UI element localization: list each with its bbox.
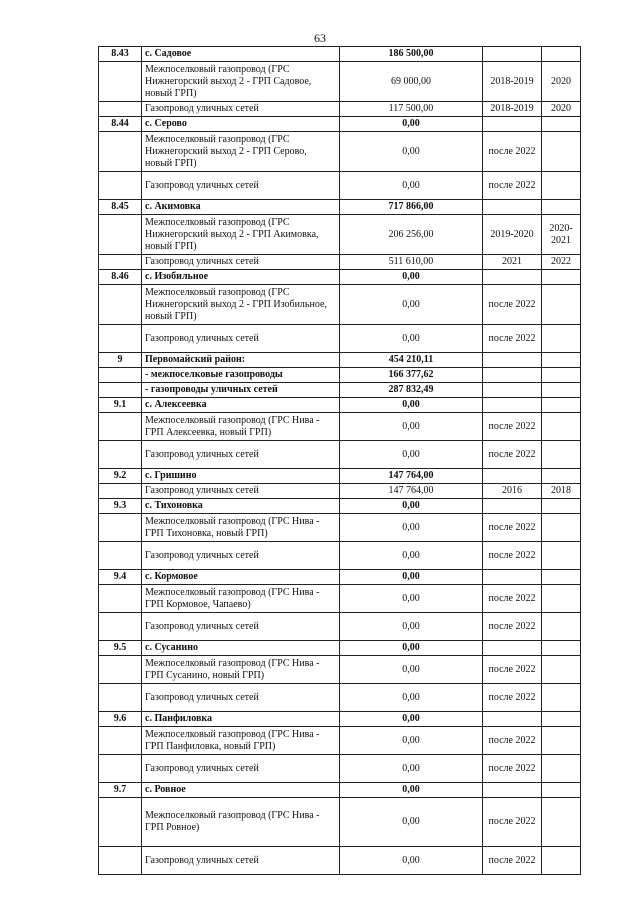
row-name: с. Гришино bbox=[142, 469, 340, 484]
table-row bbox=[99, 102, 581, 117]
row-amount: 69 000,00 bbox=[340, 62, 483, 102]
row-number bbox=[99, 368, 142, 383]
row-name: с. Изобильное bbox=[142, 270, 340, 285]
row-name: с. Кормовое bbox=[142, 570, 340, 585]
row-number: 8.43 bbox=[99, 47, 142, 62]
row-end-year bbox=[542, 47, 581, 62]
row-end-year: 2020 bbox=[542, 62, 581, 102]
table-row bbox=[99, 783, 581, 798]
row-start-year: после 2022 bbox=[483, 684, 542, 712]
row-amount: 186 500,00 bbox=[340, 47, 483, 62]
row-start-year bbox=[483, 712, 542, 727]
row-name: Газопровод уличных сетей bbox=[142, 484, 340, 499]
row-number bbox=[99, 383, 142, 398]
row-start-year: после 2022 bbox=[483, 847, 542, 875]
row-number bbox=[99, 102, 142, 117]
row-name: с. Сусанино bbox=[142, 641, 340, 656]
row-start-year: после 2022 bbox=[483, 514, 542, 542]
row-amount: 0,00 bbox=[340, 684, 483, 712]
row-name: - межпоселковые газопроводы bbox=[142, 368, 340, 383]
row-end-year bbox=[542, 398, 581, 413]
row-name: Межпоселковый газопровод (ГРС Нижнегорский выход 2 - ГРП Серово, новый ГРП) bbox=[142, 132, 340, 172]
row-number: 9.4 bbox=[99, 570, 142, 585]
row-amount: 147 764,00 bbox=[340, 469, 483, 484]
table-row bbox=[99, 542, 581, 570]
row-number bbox=[99, 285, 142, 325]
row-number bbox=[99, 514, 142, 542]
row-number: 8.46 bbox=[99, 270, 142, 285]
row-number bbox=[99, 727, 142, 755]
row-amount: 166 377,62 bbox=[340, 368, 483, 383]
table-row bbox=[99, 172, 581, 200]
row-start-year: после 2022 bbox=[483, 325, 542, 353]
table-row bbox=[99, 368, 581, 383]
row-start-year: после 2022 bbox=[483, 727, 542, 755]
row-start-year bbox=[483, 398, 542, 413]
row-number bbox=[99, 413, 142, 441]
row-end-year bbox=[542, 755, 581, 783]
row-end-year bbox=[542, 441, 581, 469]
row-end-year bbox=[542, 200, 581, 215]
table-row bbox=[99, 285, 581, 325]
row-end-year bbox=[542, 117, 581, 132]
row-amount: 0,00 bbox=[340, 727, 483, 755]
table-row bbox=[99, 383, 581, 398]
row-name: Газопровод уличных сетей bbox=[142, 255, 340, 270]
row-end-year bbox=[542, 353, 581, 368]
row-end-year bbox=[542, 285, 581, 325]
row-amount: 0,00 bbox=[340, 783, 483, 798]
row-number bbox=[99, 62, 142, 102]
table-row bbox=[99, 656, 581, 684]
table-row bbox=[99, 132, 581, 172]
row-amount: 0,00 bbox=[340, 499, 483, 514]
row-start-year: после 2022 bbox=[483, 798, 542, 847]
row-name: Межпоселковый газопровод (ГРС Нива - ГРП Панфиловка, новый ГРП) bbox=[142, 727, 340, 755]
row-end-year bbox=[542, 514, 581, 542]
row-start-year: 2016 bbox=[483, 484, 542, 499]
row-number bbox=[99, 441, 142, 469]
row-name: Газопровод уличных сетей bbox=[142, 613, 340, 641]
row-end-year bbox=[542, 656, 581, 684]
row-amount: 147 764,00 bbox=[340, 484, 483, 499]
row-start-year: после 2022 bbox=[483, 613, 542, 641]
row-start-year bbox=[483, 200, 542, 215]
row-end-year bbox=[542, 712, 581, 727]
row-start-year bbox=[483, 570, 542, 585]
row-number bbox=[99, 798, 142, 847]
row-number bbox=[99, 215, 142, 255]
row-end-year: 2020 bbox=[542, 102, 581, 117]
table-row bbox=[99, 847, 581, 875]
row-start-year: после 2022 bbox=[483, 755, 542, 783]
row-number bbox=[99, 613, 142, 641]
row-amount: 206 256,00 bbox=[340, 215, 483, 255]
row-number bbox=[99, 132, 142, 172]
row-start-year bbox=[483, 469, 542, 484]
row-number: 9.6 bbox=[99, 712, 142, 727]
table-row bbox=[99, 755, 581, 783]
row-number: 9.1 bbox=[99, 398, 142, 413]
page-number: 63 bbox=[314, 31, 326, 45]
table-body bbox=[99, 47, 581, 875]
row-amount: 511 610,00 bbox=[340, 255, 483, 270]
row-amount: 0,00 bbox=[340, 847, 483, 875]
table-row bbox=[99, 413, 581, 441]
row-end-year bbox=[542, 585, 581, 613]
row-amount: 0,00 bbox=[340, 641, 483, 656]
table-row bbox=[99, 117, 581, 132]
row-name: с. Тихоновка bbox=[142, 499, 340, 514]
table-row bbox=[99, 499, 581, 514]
table-row bbox=[99, 514, 581, 542]
table-row bbox=[99, 62, 581, 102]
row-start-year: 2018-2019 bbox=[483, 102, 542, 117]
row-amount: 0,00 bbox=[340, 585, 483, 613]
row-end-year bbox=[542, 325, 581, 353]
row-name: с. Акимовка bbox=[142, 200, 340, 215]
row-number: 9.3 bbox=[99, 499, 142, 514]
row-start-year: после 2022 bbox=[483, 172, 542, 200]
row-end-year: 2018 bbox=[542, 484, 581, 499]
row-name: с. Ровное bbox=[142, 783, 340, 798]
row-number bbox=[99, 484, 142, 499]
row-name: Межпоселковый газопровод (ГРС Нижнегорский выход 2 - ГРП Садовое, новый ГРП) bbox=[142, 62, 340, 102]
row-end-year bbox=[542, 570, 581, 585]
row-amount: 0,00 bbox=[340, 613, 483, 641]
row-name: Первомайский район: bbox=[142, 353, 340, 368]
row-start-year bbox=[483, 383, 542, 398]
row-end-year: 2020-2021 bbox=[542, 215, 581, 255]
table-row bbox=[99, 441, 581, 469]
row-end-year bbox=[542, 542, 581, 570]
row-start-year: после 2022 bbox=[483, 656, 542, 684]
row-start-year: после 2022 bbox=[483, 542, 542, 570]
table-row bbox=[99, 325, 581, 353]
row-name: Межпоселковый газопровод (ГРС Нива - ГРП Сусанино, новый ГРП) bbox=[142, 656, 340, 684]
row-start-year bbox=[483, 47, 542, 62]
row-start-year bbox=[483, 270, 542, 285]
table-row bbox=[99, 712, 581, 727]
row-amount: 454 210,11 bbox=[340, 353, 483, 368]
row-end-year bbox=[542, 847, 581, 875]
table-row bbox=[99, 641, 581, 656]
row-number bbox=[99, 755, 142, 783]
row-name: Межпоселковый газопровод (ГРС Нива - ГРП Алексеевка, новый ГРП) bbox=[142, 413, 340, 441]
row-name: с. Панфиловка bbox=[142, 712, 340, 727]
row-name: Межпоселковый газопровод (ГРС Нижнегорский выход 2 - ГРП Изобильное, новый ГРП) bbox=[142, 285, 340, 325]
row-number: 8.45 bbox=[99, 200, 142, 215]
row-name: - газопроводы уличных сетей bbox=[142, 383, 340, 398]
row-amount: 0,00 bbox=[340, 172, 483, 200]
table-row bbox=[99, 798, 581, 847]
row-name: Газопровод уличных сетей bbox=[142, 325, 340, 353]
row-start-year bbox=[483, 117, 542, 132]
row-start-year bbox=[483, 353, 542, 368]
row-end-year bbox=[542, 798, 581, 847]
table-row bbox=[99, 200, 581, 215]
row-amount: 0,00 bbox=[340, 132, 483, 172]
row-amount: 717 866,00 bbox=[340, 200, 483, 215]
table-row bbox=[99, 255, 581, 270]
row-amount: 0,00 bbox=[340, 270, 483, 285]
table-row bbox=[99, 469, 581, 484]
row-start-year bbox=[483, 641, 542, 656]
row-amount: 0,00 bbox=[340, 656, 483, 684]
row-number bbox=[99, 325, 142, 353]
row-name: Межпоселковый газопровод (ГРС Нива - ГРП Кормовое, Чапаево) bbox=[142, 585, 340, 613]
row-amount: 0,00 bbox=[340, 398, 483, 413]
row-name: с. Садовое bbox=[142, 47, 340, 62]
row-amount: 0,00 bbox=[340, 441, 483, 469]
row-number bbox=[99, 847, 142, 875]
row-end-year bbox=[542, 383, 581, 398]
row-amount: 0,00 bbox=[340, 514, 483, 542]
row-start-year: после 2022 bbox=[483, 132, 542, 172]
row-start-year: 2021 bbox=[483, 255, 542, 270]
table-row bbox=[99, 727, 581, 755]
row-start-year: после 2022 bbox=[483, 441, 542, 469]
row-name: Газопровод уличных сетей bbox=[142, 542, 340, 570]
row-number bbox=[99, 255, 142, 270]
row-end-year bbox=[542, 413, 581, 441]
row-name: Межпоселковый газопровод (ГРС Нива - ГРП Ровное) bbox=[142, 798, 340, 847]
row-number: 9.7 bbox=[99, 783, 142, 798]
row-name: Газопровод уличных сетей bbox=[142, 172, 340, 200]
table-row bbox=[99, 484, 581, 499]
row-start-year: 2019-2020 bbox=[483, 215, 542, 255]
row-amount: 0,00 bbox=[340, 570, 483, 585]
row-end-year bbox=[542, 684, 581, 712]
row-number: 9 bbox=[99, 353, 142, 368]
row-amount: 0,00 bbox=[340, 285, 483, 325]
row-start-year: после 2022 bbox=[483, 585, 542, 613]
table-row bbox=[99, 585, 581, 613]
row-end-year bbox=[542, 469, 581, 484]
row-name: Межпоселковый газопровод (ГРС Нижнегорский выход 2 - ГРП Акимовка, новый ГРП) bbox=[142, 215, 340, 255]
row-number bbox=[99, 656, 142, 684]
row-amount: 0,00 bbox=[340, 712, 483, 727]
row-amount: 0,00 bbox=[340, 117, 483, 132]
table-row bbox=[99, 570, 581, 585]
row-number bbox=[99, 172, 142, 200]
row-start-year: после 2022 bbox=[483, 285, 542, 325]
row-start-year bbox=[483, 783, 542, 798]
row-end-year bbox=[542, 727, 581, 755]
row-start-year bbox=[483, 368, 542, 383]
row-number bbox=[99, 585, 142, 613]
row-start-year: 2018-2019 bbox=[483, 62, 542, 102]
row-number: 8.44 bbox=[99, 117, 142, 132]
row-amount: 0,00 bbox=[340, 755, 483, 783]
table-row bbox=[99, 398, 581, 413]
row-name: Газопровод уличных сетей bbox=[142, 847, 340, 875]
row-number bbox=[99, 542, 142, 570]
row-end-year bbox=[542, 499, 581, 514]
row-end-year: 2022 bbox=[542, 255, 581, 270]
row-name: Межпоселковый газопровод (ГРС Нива - ГРП Тихоновка, новый ГРП) bbox=[142, 514, 340, 542]
row-end-year bbox=[542, 132, 581, 172]
row-name: Газопровод уличных сетей bbox=[142, 684, 340, 712]
row-amount: 0,00 bbox=[340, 413, 483, 441]
row-end-year bbox=[542, 368, 581, 383]
table-row bbox=[99, 270, 581, 285]
row-amount: 287 832,49 bbox=[340, 383, 483, 398]
row-number: 9.2 bbox=[99, 469, 142, 484]
row-number bbox=[99, 684, 142, 712]
table-row bbox=[99, 613, 581, 641]
row-name: Газопровод уличных сетей bbox=[142, 755, 340, 783]
gas-pipeline-table bbox=[98, 46, 581, 875]
table-row bbox=[99, 684, 581, 712]
row-name: Газопровод уличных сетей bbox=[142, 102, 340, 117]
row-amount: 117 500,00 bbox=[340, 102, 483, 117]
row-end-year bbox=[542, 641, 581, 656]
row-end-year bbox=[542, 613, 581, 641]
table-row bbox=[99, 215, 581, 255]
row-amount: 0,00 bbox=[340, 798, 483, 847]
row-number: 9.5 bbox=[99, 641, 142, 656]
row-end-year bbox=[542, 270, 581, 285]
table-row bbox=[99, 353, 581, 368]
row-end-year bbox=[542, 783, 581, 798]
row-end-year bbox=[542, 172, 581, 200]
row-amount: 0,00 bbox=[340, 542, 483, 570]
row-name: с. Алексеевка bbox=[142, 398, 340, 413]
row-name: с. Серово bbox=[142, 117, 340, 132]
table-row bbox=[99, 47, 581, 62]
row-start-year: после 2022 bbox=[483, 413, 542, 441]
row-start-year bbox=[483, 499, 542, 514]
row-name: Газопровод уличных сетей bbox=[142, 441, 340, 469]
row-amount: 0,00 bbox=[340, 325, 483, 353]
